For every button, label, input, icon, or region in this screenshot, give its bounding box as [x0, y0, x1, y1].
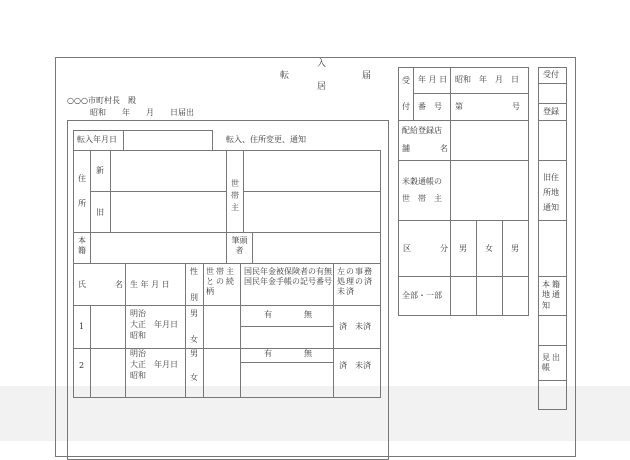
household-head-field-2[interactable]	[243, 191, 381, 233]
col-name-1: 氏	[78, 280, 86, 289]
col-name-2: 名	[115, 280, 123, 289]
reception-tsuke: 付	[402, 102, 410, 111]
all-part-field-3[interactable]	[502, 276, 529, 316]
honseki-field[interactable]	[90, 232, 227, 264]
name-field[interactable]	[90, 305, 126, 349]
reception-uke: 受	[402, 76, 410, 85]
processed-cell[interactable]	[333, 348, 381, 398]
received-stamp[interactable]	[538, 83, 567, 104]
hittousha-label: 筆頭 者	[231, 236, 248, 256]
address-label-cell	[73, 150, 91, 233]
pension-number-field[interactable]	[240, 362, 334, 398]
sex-female: 女	[190, 335, 198, 344]
new-address-field[interactable]	[110, 150, 227, 192]
row-number-cell	[73, 348, 91, 398]
pension-yes-no[interactable]	[240, 348, 334, 363]
pension-number-field[interactable]	[240, 326, 334, 349]
received-label: 受付	[543, 70, 559, 79]
registered-label: 登録	[543, 107, 559, 116]
honseki-notice-stamp[interactable]	[538, 315, 567, 346]
pension-yes: 有	[264, 310, 272, 319]
category-female-label: 女	[485, 244, 493, 253]
col-sex-2: 別	[190, 293, 198, 302]
old-label: 旧	[96, 208, 104, 217]
rice-book-label-1: 米穀通帳の	[402, 177, 442, 186]
old-addr-notice-label: 旧住所地通知	[543, 173, 559, 213]
pension-no: 無	[304, 349, 312, 358]
old-address-field[interactable]	[110, 191, 227, 233]
processed-status: 済 未済	[339, 361, 371, 370]
notice-types: 転入、住所変更、通知	[226, 135, 306, 144]
reception-number-prefix: 第	[455, 102, 463, 111]
relation-field[interactable]	[203, 305, 241, 349]
era-meiji: 明治	[130, 309, 146, 318]
reception-date-label: 年 月 日	[418, 75, 448, 84]
household-head-label: 世 帯 主	[231, 179, 239, 212]
category-male-2-label: 男	[511, 244, 519, 253]
category-male-1-label: 男	[459, 244, 467, 253]
reception-date-value: 昭和 年 月 日	[455, 75, 519, 84]
index-book-stamp[interactable]	[538, 380, 567, 410]
index-book-label: 見出帳	[542, 353, 562, 373]
all-part-field-1[interactable]	[450, 276, 477, 316]
addressee: ○○○市町村長 殿	[67, 96, 136, 105]
rice-book-field[interactable]	[450, 160, 529, 221]
move-in-date-field[interactable]	[123, 130, 213, 151]
new-label: 新	[96, 166, 104, 175]
hittousha-field[interactable]	[252, 232, 381, 264]
honseki-notice-label: 本籍地通知	[542, 280, 562, 310]
title-left: 転	[280, 71, 290, 81]
col-relation-label: 世帯主との続柄	[206, 267, 236, 296]
address-label-1: 住	[78, 174, 86, 183]
filed-date: 昭和 年 月 日届出	[90, 108, 194, 117]
move-in-date-label: 転入年月日	[77, 135, 117, 144]
sex-female: 女	[190, 373, 198, 382]
col-birth-label: 生 年 月 日	[130, 280, 170, 289]
all-part-label: 全部・一部	[402, 291, 442, 300]
col-processed-label: 左の事務処理の済未済	[337, 267, 373, 296]
ration-store-label-2a: 舗	[402, 144, 410, 153]
processed-status: 済 未済	[339, 322, 371, 331]
pension-yes-no[interactable]	[240, 305, 334, 327]
household-head-field-1[interactable]	[243, 150, 381, 192]
registered-stamp[interactable]	[538, 120, 567, 161]
ration-store-label-1: 配給登録店	[402, 126, 442, 135]
rice-book-label-2: 世 帯 主	[402, 194, 442, 203]
category-ku: 区	[403, 244, 411, 253]
reception-number-suffix: 号	[512, 102, 520, 111]
row-number: 2	[79, 361, 85, 370]
title-bottom: 居	[317, 82, 327, 92]
rice-book-label-cell	[398, 160, 451, 221]
row-number: 1	[79, 322, 85, 331]
relation-field[interactable]	[203, 348, 241, 398]
sex-male: 男	[190, 309, 198, 318]
col-pension-label: 国民年金被保険者の有無国民年金手帳の記号番号	[244, 267, 332, 286]
address-label-2: 所	[78, 199, 86, 208]
old-addr-notice-stamp[interactable]	[538, 220, 567, 277]
era-taisho: 大正 年月日	[130, 360, 178, 369]
reception-number-label: 番 号	[418, 102, 442, 111]
era-showa: 昭和	[130, 371, 146, 380]
ration-store-label-2b: 名	[440, 144, 448, 153]
title-right: 届	[362, 71, 372, 81]
pension-yes: 有	[264, 349, 272, 358]
title-top: 入	[317, 59, 327, 69]
pension-no: 無	[304, 310, 312, 319]
era-meiji: 明治	[130, 349, 146, 358]
ration-store-field[interactable]	[450, 120, 529, 161]
honseki-label: 本 籍	[78, 236, 86, 255]
name-field[interactable]	[90, 348, 126, 398]
era-taisho: 大正 年月日	[130, 320, 178, 329]
sex-male: 男	[190, 349, 198, 358]
era-showa: 昭和	[130, 331, 146, 340]
col-sex-1: 性	[190, 267, 198, 276]
category-bun: 分	[440, 244, 448, 253]
all-part-field-2[interactable]	[476, 276, 503, 316]
